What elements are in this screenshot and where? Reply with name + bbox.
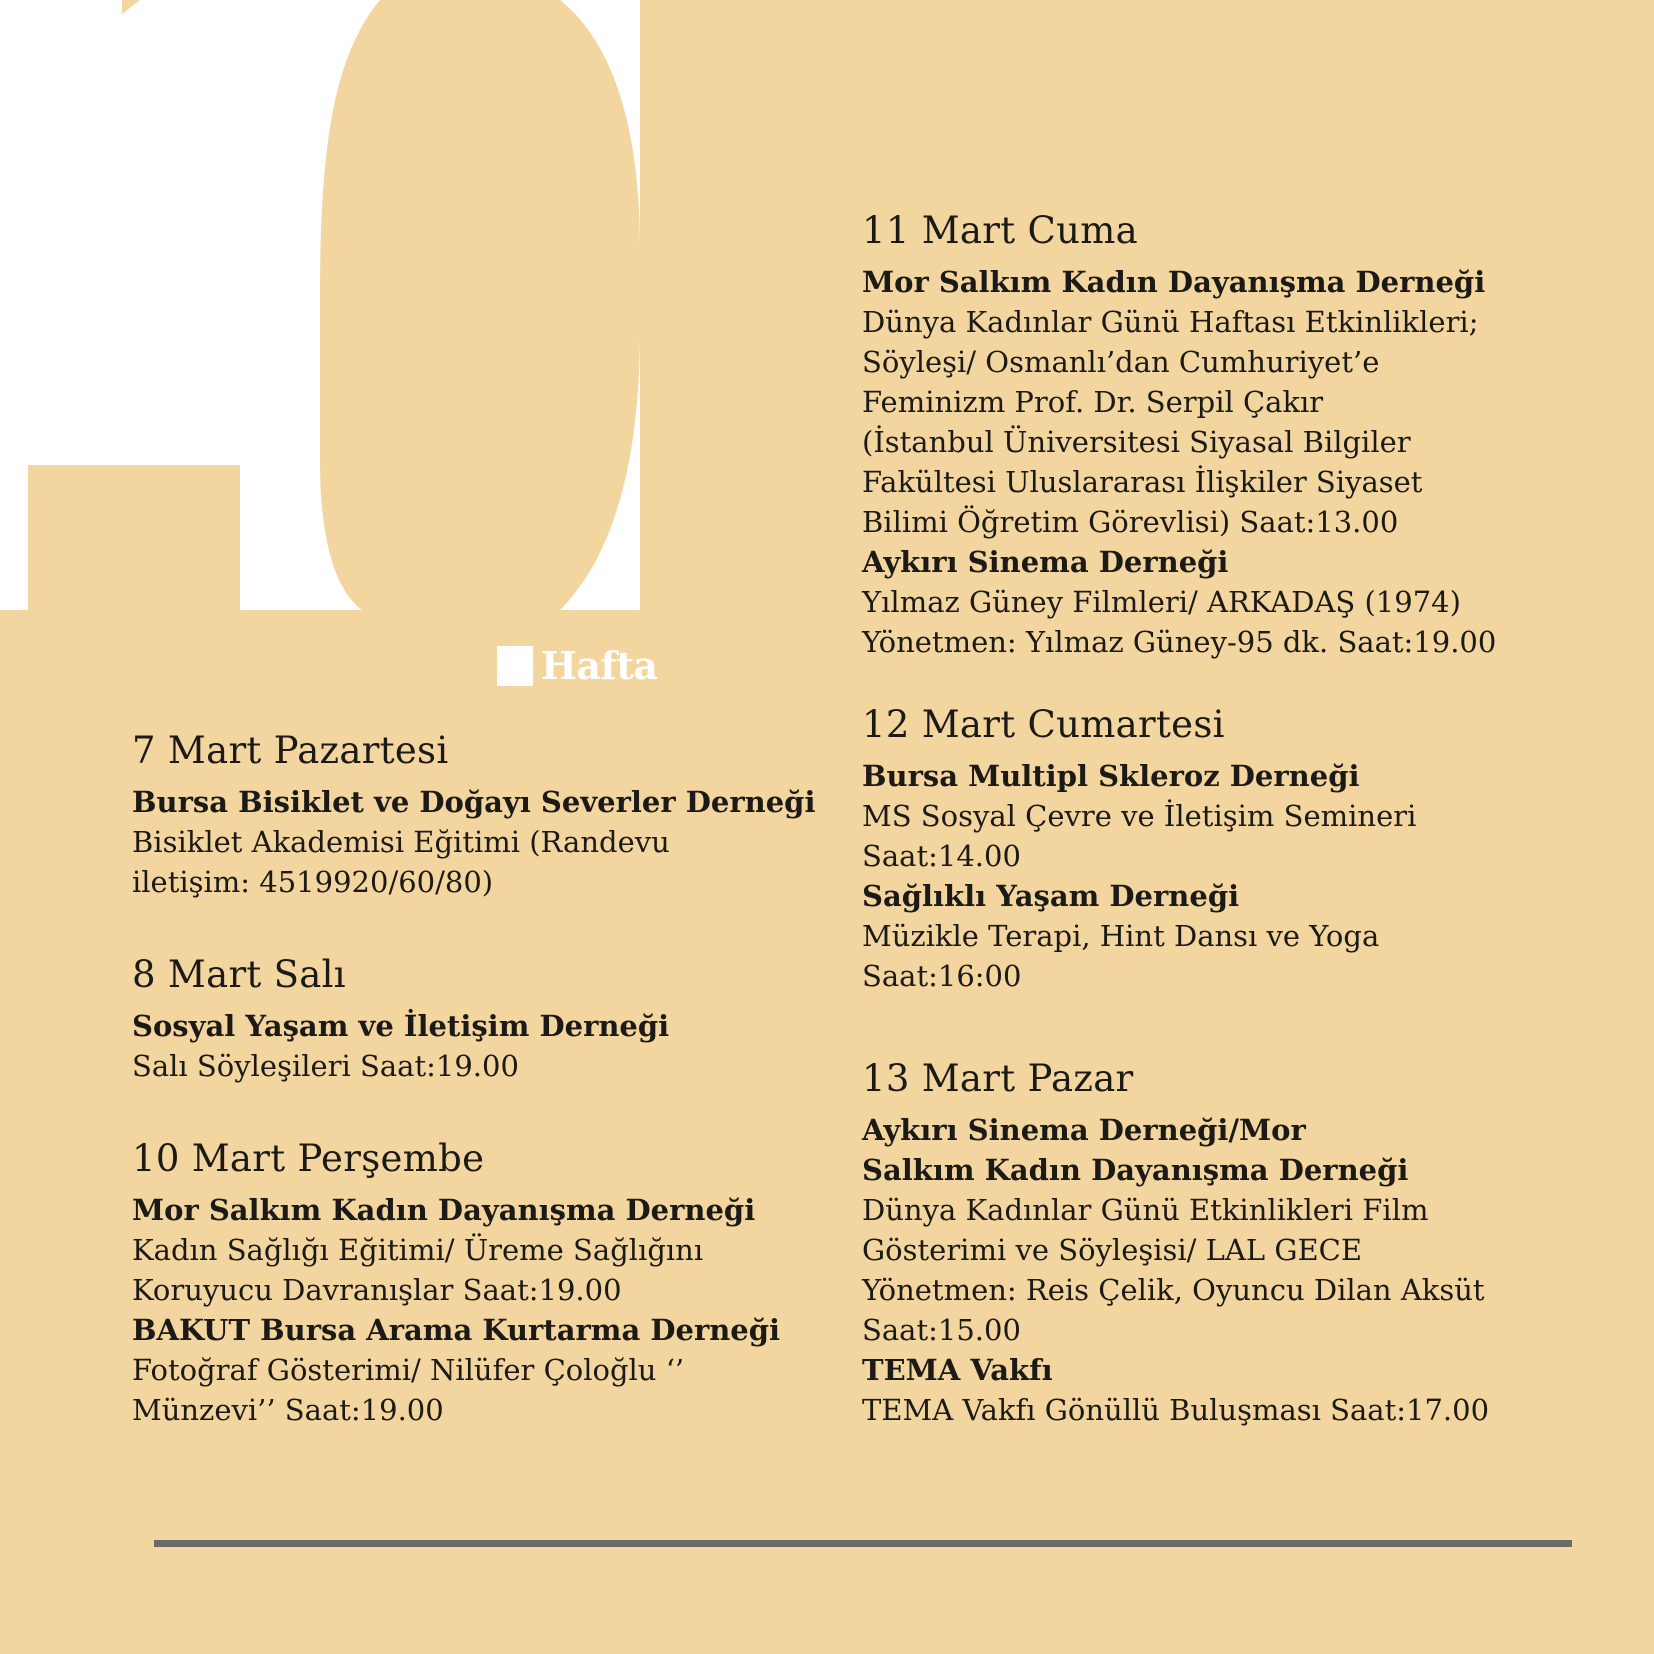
- organization-name: Mor Salkım Kadın Dayanışma Derneği: [862, 265, 1486, 299]
- hero-digit-one-base: [0, 0, 122, 610]
- organization-name: Salkım Kadın Dayanışma Derneği: [862, 1153, 1409, 1187]
- event-description-line: Feminizm Prof. Dr. Serpil Çakır: [862, 385, 1324, 419]
- hero-digit-zero: [240, 0, 640, 610]
- event-description-line: Koruyucu Davranışlar Saat:19.00: [132, 1273, 622, 1307]
- organization-name: Bursa Multipl Skleroz Derneği: [862, 759, 1360, 793]
- event-description-line: Saat:16:00: [862, 959, 1022, 993]
- event-description-line: Kadın Sağlığı Eğitimi/ Üreme Sağlığını: [132, 1233, 704, 1267]
- event-description-line: Bilimi Öğretim Görevlisi) Saat:13.00: [862, 505, 1399, 539]
- day-section-7-mart: [132, 726, 842, 902]
- event-description-line: Fotoğraf Gösterimi/ Nilüfer Çoloğlu ‘’: [132, 1353, 685, 1387]
- organization-name: TEMA Vakfı: [862, 1353, 1053, 1387]
- day-title: 7 Mart Pazartesi: [132, 729, 449, 772]
- organization-name: Aykırı Sinema Derneği: [862, 545, 1229, 579]
- schedule-column-right: [862, 206, 1542, 1430]
- organization-name: Sağlıklı Yaşam Derneği: [862, 879, 1240, 913]
- event-description-line: Salı Söyleşileri Saat:19.00: [132, 1049, 519, 1083]
- hero-digit-zero-counter: [454, 130, 534, 487]
- event-description-line: Fakültesi Uluslararası İlişkiler Siyaset: [862, 465, 1423, 499]
- day-title: 8 Mart Salı: [132, 953, 346, 996]
- event-description-line: Müzikle Terapi, Hint Dansı ve Yoga: [862, 919, 1380, 953]
- event-description-line: Gösterimi ve Söyleşisi/ LAL GECE: [862, 1233, 1363, 1267]
- event-description-line: Saat:15.00: [862, 1313, 1021, 1347]
- week-label-text: Hafta: [541, 643, 658, 688]
- event-description-line: Dünya Kadınlar Günü Etkinlikleri Film: [862, 1193, 1429, 1227]
- day-title: 10 Mart Perşembe: [132, 1137, 485, 1180]
- day-title: 11 Mart Cuma: [862, 209, 1138, 252]
- day-section-12-mart: [862, 700, 1542, 996]
- day-section-8-mart: [132, 950, 842, 1086]
- event-description-line: TEMA Vakfı Gönüllü Buluşması Saat:17.00: [862, 1393, 1490, 1427]
- day-section-13-mart: [862, 1054, 1542, 1430]
- week-label-square: [497, 646, 533, 686]
- schedule-column-left: [132, 726, 842, 1430]
- day-section-10-mart: [132, 1134, 842, 1430]
- event-description-line: Saat:14.00: [862, 839, 1021, 873]
- event-description-line: Yılmaz Güney Filmleri/ ARKADAŞ (1974): [862, 585, 1461, 619]
- event-description-line: Bisiklet Akademisi Eğitimi (Randevu: [132, 825, 670, 859]
- day-title: 12 Mart Cumartesi: [862, 703, 1225, 746]
- event-description-line: Münzevi’’ Saat:19.00: [132, 1393, 444, 1427]
- event-description-line: MS Sosyal Çevre ve İletişim Semineri: [862, 799, 1417, 833]
- organization-name: Mor Salkım Kadın Dayanışma Derneği: [132, 1193, 756, 1227]
- event-description-line: Söyleşi/ Osmanlı’dan Cumhuriyet’e: [862, 345, 1380, 379]
- organization-name: Sosyal Yaşam ve İletişim Derneği: [132, 1009, 670, 1043]
- organization-name: Bursa Bisiklet ve Doğayı Severler Derneği: [132, 785, 816, 819]
- event-description-line: Yönetmen: Reis Çelik, Oyuncu Dilan Aksüt: [862, 1273, 1485, 1307]
- week-label: [497, 644, 658, 688]
- day-title: 13 Mart Pazar: [862, 1057, 1134, 1100]
- organization-name: BAKUT Bursa Arama Kurtarma Derneği: [132, 1313, 781, 1347]
- day-section-11-mart: [862, 206, 1542, 662]
- hero-number-graphic: [0, 0, 660, 700]
- organization-name: Aykırı Sinema Derneği/Mor: [862, 1113, 1306, 1147]
- event-description-line: Yönetmen: Yılmaz Güney-95 dk. Saat:19.00: [862, 625, 1497, 659]
- footer-divider: [154, 1540, 1572, 1547]
- event-description-line: (İstanbul Üniversitesi Siyasal Bilgiler: [862, 425, 1411, 459]
- event-description-line: iletişim: 4519920/60/80): [132, 865, 494, 899]
- event-description-line: Dünya Kadınlar Günü Haftası Etkinlikleri;: [862, 305, 1479, 339]
